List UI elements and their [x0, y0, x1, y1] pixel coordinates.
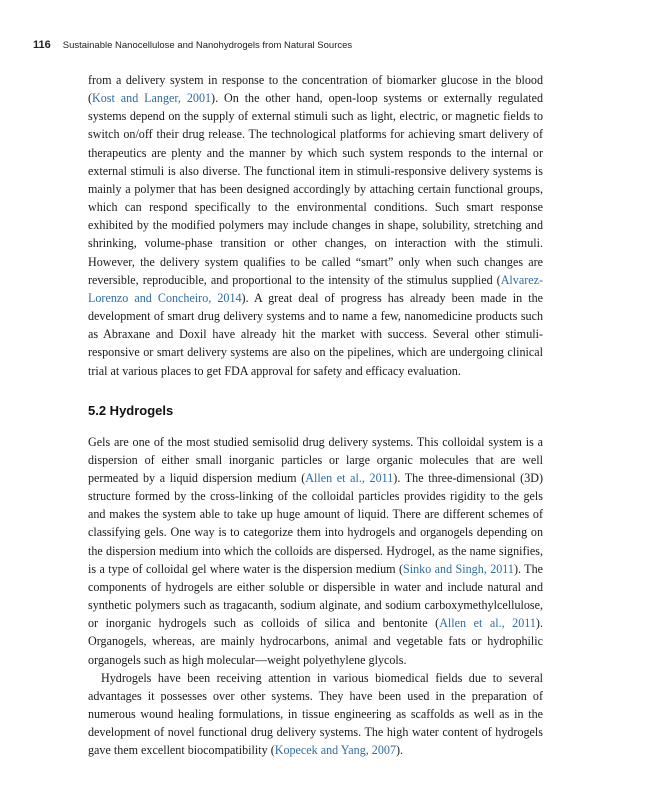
- text-run: Gels are one of the most studied semisolid drug delivery systems. This colloidal system is a dispersion of either small inorganic particles or large organic molecules that are well permeated by a liquid dispersion medium (: [88, 434, 543, 485]
- citation-link[interactable]: Allen et al., 2011: [439, 616, 536, 631]
- text-run: ).: [396, 743, 404, 758]
- paragraph-hydrogel-applications: [88, 669, 543, 760]
- text-run: ). The components of hydrogels are either soluble or dispersible in water and include natural and synthetic polymers such as tragacanth, sodium alginate, and sodium carboxymethylcellulose, or inorganic hydrogels such as colloids of silica and bentonite (: [88, 561, 543, 631]
- paragraph-smart-delivery: [88, 71, 543, 380]
- page-number: 116: [33, 39, 51, 51]
- book-title: Sustainable Nanocellulose and Nanohydrogels from Natural Sources: [62, 40, 353, 51]
- citation-link[interactable]: Sinko and Singh, 2011: [403, 561, 514, 576]
- text-run: from a delivery system in response to the concentration of biomarker glucose in the blood (: [88, 73, 543, 106]
- citation-link[interactable]: Allen et al., 2011: [305, 470, 394, 485]
- page-content: [88, 71, 543, 759]
- citation-link[interactable]: Alvarez-Lorenzo and Concheiro, 2014: [88, 272, 543, 305]
- paragraph-gels: [88, 433, 543, 669]
- text-run: Hydrogels have been receiving attention in various biomedical fields due to several advantages it possesses over other systems. They have been used in the preparation of numerous wound healing formulations, in tissue engineering as scaffolds as well as in the development of novel functional drug delivery systems. The high water content of hydrogels gave them excellent biocompatibility (: [88, 670, 543, 758]
- citation-link[interactable]: Kost and Langer, 2001: [92, 91, 212, 106]
- citation-link[interactable]: Kopecek and Yang, 2007: [274, 743, 396, 758]
- text-run: ). On the other hand, open-loop systems or externally regulated systems depend on the supply of external stimuli such as light, electric, or magnetic fields to switch on/off their drug release. The technological platforms for achieving smart delivery of therapeutics are plenty and the manner by which such system responds to the internal or external stimuli is also diverse. The functional item in stimuli-responsive delivery systems is mainly a polymer that has been designed accordingly by attaching certain functional groups, which can respond specifically to the environmental conditions. Such smart response exhibited by the modified polymers may include changes in shape, solubility, stretching and shrinking, volume-phase transition or other changes, on interaction with the stimuli. However, the delivery system qualifies to be called “smart” only when such changes are reversible, reproducible, and proportional to the intensity of the stimulus supplied (: [88, 91, 543, 287]
- text-run: ). A great deal of progress has already been made in the development of smart drug delivery systems and to name a few, nanomedicine products such as Abraxane and Doxil have already hit the market with success. Several other stimuli-responsive or smart delivery systems are also on the pipelines, which are undergoing clinical trial at various places to get FDA approval for safety and efficacy evaluation.: [88, 290, 543, 378]
- running-header: [33, 39, 593, 51]
- text-run: ). Organogels, whereas, are mainly hydrocarbons, animal and vegetable fats or hydrophilic organogels such as high molecular—weight polyethylene glycols.: [88, 616, 543, 667]
- section-heading: 5.2 Hydrogels: [88, 402, 174, 418]
- text-run: ). The three-dimensional (3D) structure formed by the cross-linking of the colloidal particles provides rigidity to the gels and makes the system able to take up huge amount of liquid. There are different schemes of classifying gels. One way is to categorize them into hydrogels and organogels depending on the dispersion medium into which the colloids are dispersed. Hydrogel, as the name signifies, is a type of colloidal gel where water is the dispersion medium (: [88, 470, 543, 576]
